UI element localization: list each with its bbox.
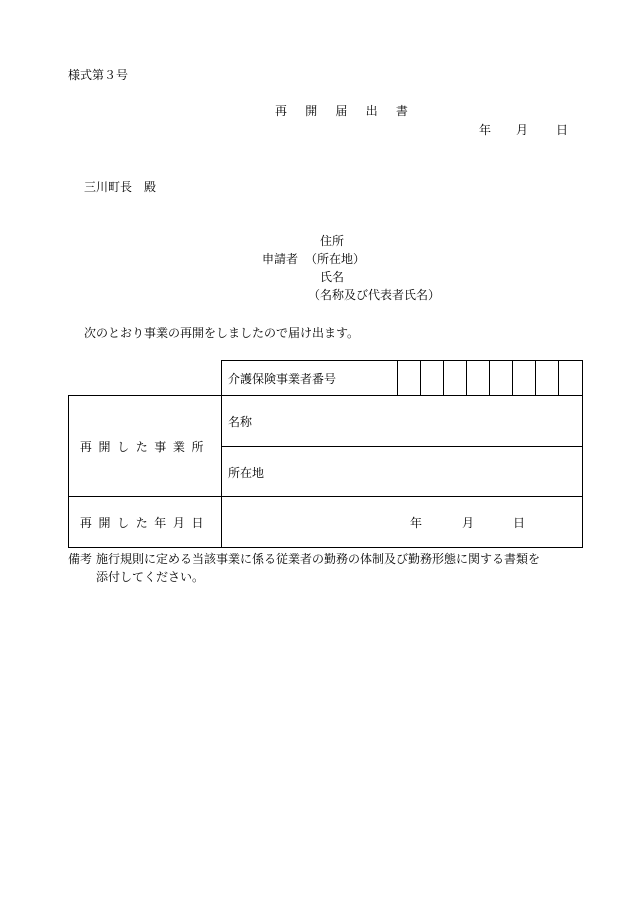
note-label: 備考 [68, 552, 93, 566]
office-label: 再開した事業所 [69, 396, 222, 497]
provider-number-digit-cell[interactable] [444, 361, 467, 396]
reopen-date-row [69, 497, 583, 548]
date-month-label: 月 [516, 123, 529, 137]
reopen-date-fields [222, 498, 582, 547]
note-line-2: 添付してください。 [96, 570, 205, 584]
reopen-year-label: 年 [410, 515, 423, 530]
reopen-date-label: 再開した年月日 [69, 497, 222, 548]
provider-number-row [69, 361, 583, 396]
applicant-name-label: 氏名 [320, 270, 345, 284]
date-day-label: 日 [556, 123, 569, 137]
office-name-label: 名称 [228, 415, 253, 429]
reopen-date-cell[interactable] [222, 497, 583, 548]
provider-number-digit-cell[interactable] [421, 361, 444, 396]
applicant-address-label: 住所 [320, 234, 345, 248]
intro-text: 次のとおり事業の再開をしましたので届け出ます。 [84, 326, 360, 340]
document-title: 再 開 届 出 書 [275, 104, 416, 118]
provider-number-digit-cell[interactable] [490, 361, 513, 396]
provider-number-digit-cell[interactable] [536, 361, 559, 396]
applicant-role-label: 申請者 [262, 252, 299, 266]
provider-number-label: 介護保険事業者番号 [222, 361, 398, 396]
blank-cell [69, 361, 222, 396]
form-number: 様式第３号 [68, 68, 129, 82]
office-location-cell[interactable] [222, 447, 583, 497]
office-name-row [69, 396, 583, 447]
notification-table [68, 360, 583, 548]
date-year-label: 年 [479, 123, 492, 137]
applicant-name-sub: （名称及び代表者氏名） [308, 288, 441, 302]
provider-number-digit-cell[interactable] [559, 361, 583, 396]
reopen-day-label: 日 [513, 515, 526, 530]
provider-number-digit-cell[interactable] [513, 361, 536, 396]
applicant-address-sub: （所在地） [305, 252, 366, 266]
provider-number-digit-cell[interactable] [398, 361, 421, 396]
provider-number-digit-cell[interactable] [467, 361, 490, 396]
reopen-month-label: 月 [462, 515, 475, 530]
office-location-label: 所在地 [228, 466, 265, 480]
office-name-cell[interactable] [222, 396, 583, 447]
addressee: 三川町長 殿 [84, 180, 157, 194]
note-line-1: 施行規則に定める当該事業に係る従業者の勤務の体制及び勤務形態に関する書類を [96, 552, 541, 566]
